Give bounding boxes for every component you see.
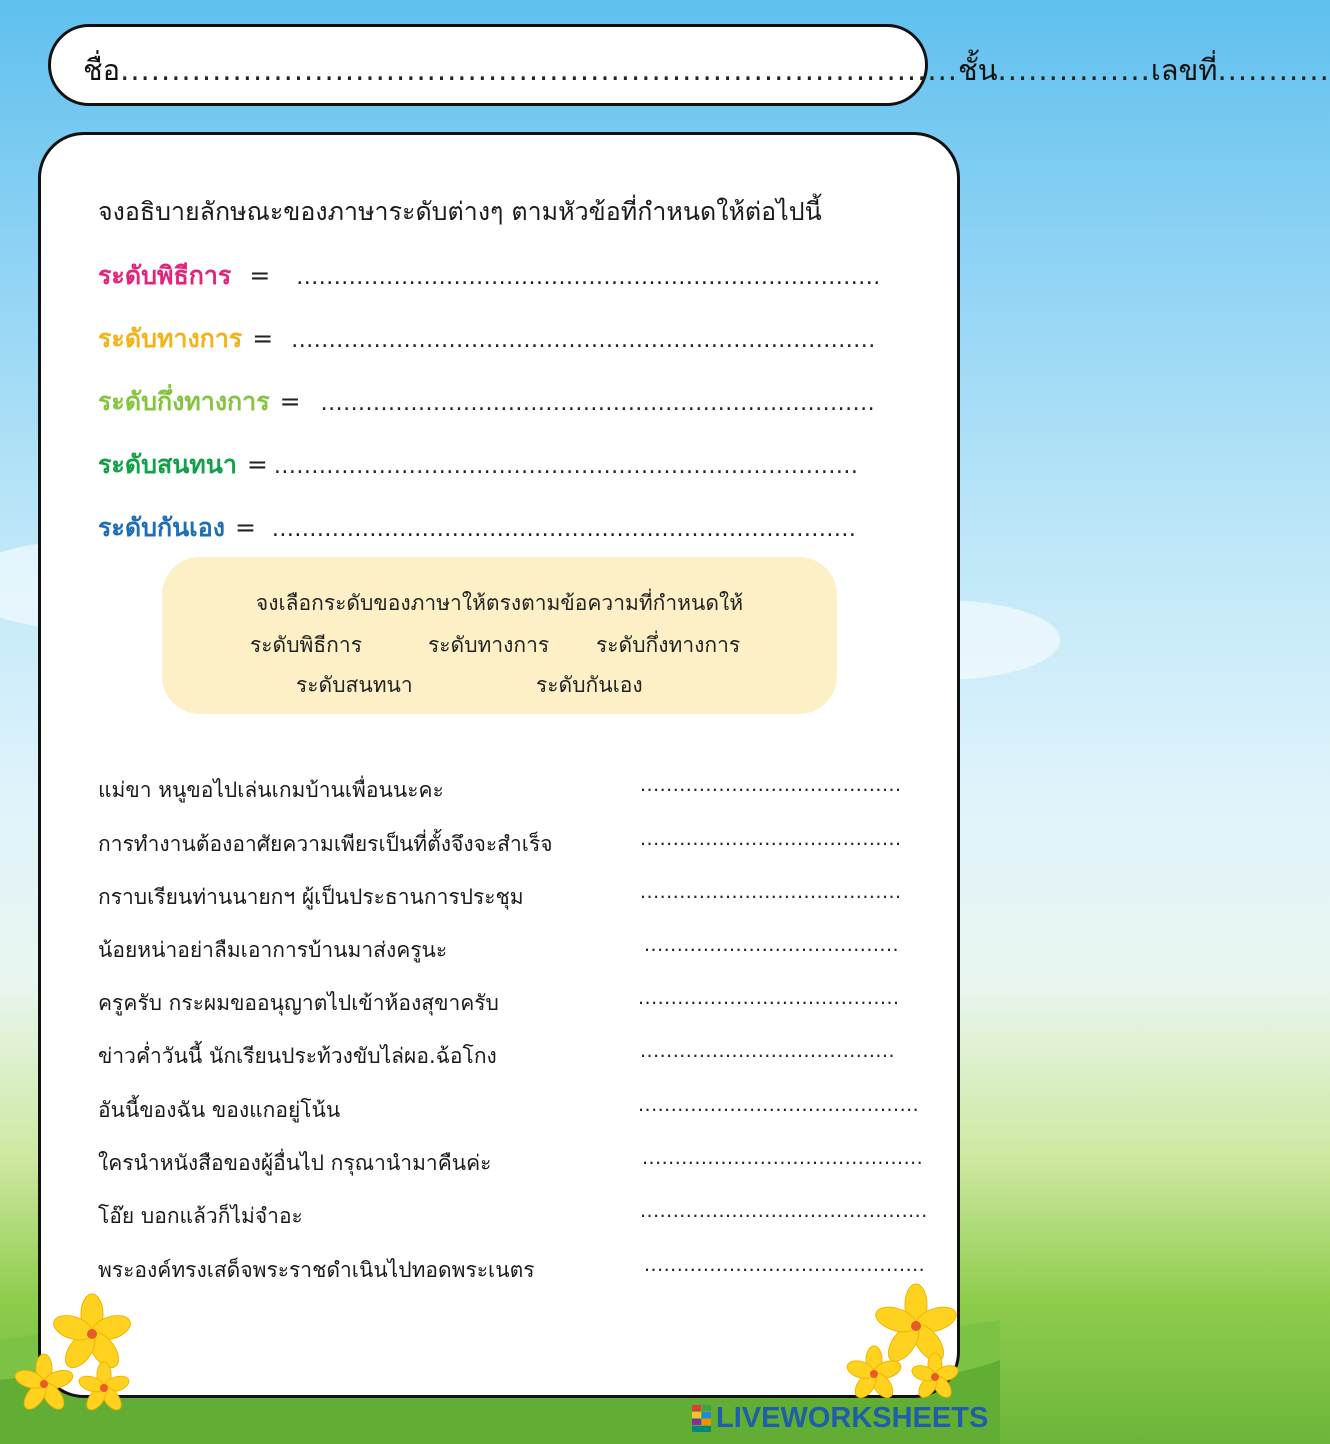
question-text: ใครนำหนังสือของผู้อื่นไป กรุณานำมาคืนค่ะ bbox=[98, 1151, 492, 1175]
answer-field[interactable]: ........................................ bbox=[638, 987, 900, 1009]
class-label: ชั้น bbox=[958, 53, 998, 87]
question-row bbox=[98, 934, 928, 974]
level-row-conversational bbox=[98, 445, 858, 485]
equals-sign: = bbox=[279, 387, 301, 416]
level-answer-field[interactable]: .............................................................................. bbox=[296, 265, 881, 290]
level-answer-field[interactable]: .............................................................................. bbox=[291, 328, 876, 353]
question-row bbox=[98, 1094, 928, 1134]
level-row-ceremonial bbox=[98, 256, 881, 296]
choice-box bbox=[162, 557, 837, 714]
section1-instruction: จงอธิบายลักษณะของภาษาระดับต่างๆ ตามหัวข้อที่กำหนดให้ต่อไปนี้ bbox=[98, 197, 822, 226]
question-text: แม่ขา หนูขอไปเล่นเกมบ้านเพื่อนนะคะ bbox=[98, 778, 444, 802]
answer-field[interactable]: ........................................... bbox=[644, 1254, 926, 1276]
question-text: ข่าวค่ำวันนี้ นักเรียนประท้วงขับไล่ผอ.ฉ้อโกง bbox=[98, 1044, 497, 1068]
flower-icon bbox=[908, 1350, 962, 1404]
name-field[interactable]: .................................................................................. bbox=[120, 53, 959, 87]
question-row bbox=[98, 1147, 928, 1187]
question-row bbox=[98, 1200, 928, 1240]
equals-sign: = bbox=[252, 324, 274, 353]
level-row-formal bbox=[98, 319, 876, 359]
question-text: กราบเรียนท่านนายกฯ ผู้เป็นประธานการประชุม bbox=[98, 885, 524, 909]
question-row bbox=[98, 828, 928, 868]
level-label: ระดับทางการ bbox=[98, 324, 243, 353]
question-row bbox=[98, 1040, 928, 1080]
equals-sign: = bbox=[246, 450, 268, 479]
question-text: การทำงานต้องอาศัยความเพียรเป็นที่ตั้งจึงจะสำเร็จ bbox=[98, 832, 553, 856]
equals-sign: = bbox=[234, 513, 256, 542]
section2-instruction: จงเลือกระดับของภาษาให้ตรงตามข้อความที่กำหนดให้ bbox=[255, 591, 744, 615]
level-answer-field[interactable]: .............................................................................. bbox=[273, 454, 859, 479]
answer-field[interactable]: ............................................ bbox=[640, 1200, 928, 1222]
level-label: ระดับสนทนา bbox=[98, 450, 237, 479]
question-row bbox=[98, 774, 928, 814]
option-ceremonial: ระดับพิธีการ bbox=[250, 633, 362, 657]
option-intimate: ระดับกันเอง bbox=[536, 673, 643, 697]
question-row bbox=[98, 987, 928, 1027]
flower-icon bbox=[844, 1344, 904, 1404]
answer-field[interactable]: ........................................... bbox=[638, 1094, 920, 1116]
question-row bbox=[98, 881, 928, 921]
brand-text: LIVEWORKSHEETS bbox=[716, 1402, 989, 1434]
question-text: น้อยหน่าอย่าลืมเอาการบ้านมาส่งครูนะ bbox=[98, 938, 448, 962]
level-row-intimate bbox=[98, 508, 856, 548]
class-field[interactable]: ............... bbox=[997, 53, 1151, 87]
level-answer-field[interactable]: .......................................................................... bbox=[320, 391, 876, 416]
question-text: อันนี้ของฉัน ของแกอยู่โน้น bbox=[98, 1098, 341, 1122]
answer-field[interactable]: ....................................... bbox=[644, 934, 900, 956]
liveworksheets-logo-icon bbox=[692, 1405, 712, 1433]
answer-field[interactable]: ........................................ bbox=[640, 774, 902, 796]
question-text: ครูครับ กระผมขออนุญาตไปเข้าห้องสุขาครับ bbox=[98, 991, 499, 1015]
equals-sign: = bbox=[249, 261, 271, 290]
answer-field[interactable]: ........................................ bbox=[640, 828, 902, 850]
student-info-box bbox=[48, 24, 1330, 106]
number-label: เลขที่ bbox=[1150, 53, 1218, 87]
level-row-semiformal bbox=[98, 382, 875, 422]
flower-icon bbox=[12, 1352, 76, 1416]
option-semiformal: ระดับกึ่งทางการ bbox=[596, 633, 741, 657]
answer-field[interactable]: ....................................... bbox=[640, 1040, 896, 1062]
option-formal: ระดับทางการ bbox=[428, 633, 550, 657]
number-field[interactable]: ........... bbox=[1217, 53, 1330, 87]
question-text: โอ๊ย บอกแล้วก็ไม่จำอะ bbox=[98, 1204, 303, 1228]
student-info-line bbox=[83, 47, 1330, 93]
question-text: พระองค์ทรงเสด็จพระราชดำเนินไปทอดพระเนตร bbox=[98, 1258, 535, 1282]
liveworksheets-brand[interactable] bbox=[692, 1402, 988, 1435]
name-label: ชื่อ bbox=[83, 53, 121, 87]
question-row bbox=[98, 1254, 928, 1294]
answer-field[interactable]: ........................................... bbox=[642, 1147, 924, 1169]
answer-field[interactable]: ........................................ bbox=[640, 881, 902, 903]
level-label: ระดับกันเอง bbox=[98, 513, 225, 542]
level-label: ระดับพิธีการ bbox=[98, 261, 232, 290]
level-label: ระดับกึ่งทางการ bbox=[98, 387, 270, 416]
option-conversational: ระดับสนทนา bbox=[296, 673, 413, 697]
flower-icon bbox=[76, 1360, 132, 1416]
level-answer-field[interactable]: .............................................................................. bbox=[271, 517, 857, 542]
